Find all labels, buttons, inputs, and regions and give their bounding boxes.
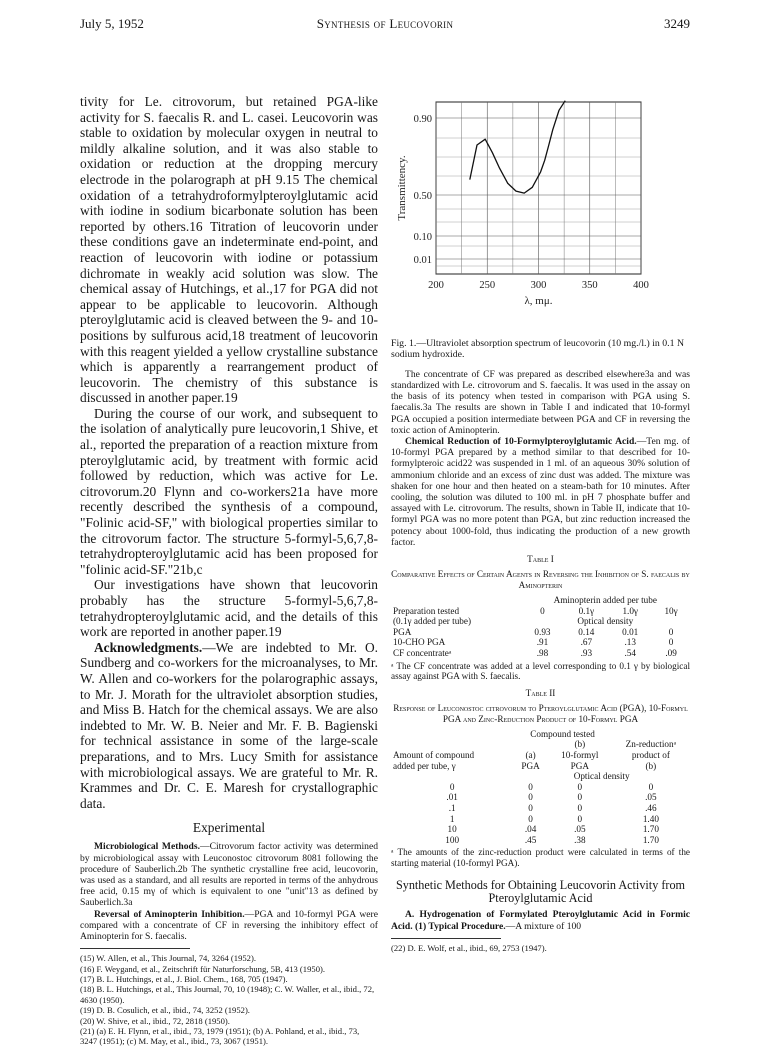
footnote: (17) B. L. Hutchings, et al., J. Biol. Chem., 168, 705 (1947). — [80, 973, 288, 984]
y-tick-label: 0.50 — [413, 191, 432, 202]
x-tick-label: 400 — [633, 280, 649, 291]
footnote: (22) D. E. Wolf, et al., ibid., 69, 2753 (1947). — [391, 942, 547, 953]
table-cell: .67 — [580, 637, 593, 648]
table-cell: 0 — [577, 802, 583, 813]
table-row — [391, 792, 690, 803]
table-cell: 0 — [528, 792, 533, 803]
paragraph — [391, 909, 690, 931]
table-header: (b) — [645, 760, 657, 771]
table-header: (b) — [574, 739, 586, 750]
table-2 — [391, 729, 690, 846]
table-cell: 0 — [577, 781, 583, 792]
footnote: (16) F. Weygand, et al., Zeitschrift für Naturforschung, 5B, 413 (1950). — [80, 963, 325, 974]
table-2-label: Table II — [525, 687, 556, 698]
acknowledgments — [80, 640, 378, 812]
table-header: 1.0γ — [622, 605, 638, 616]
table-header: 0 — [540, 605, 545, 616]
table-header — [612, 729, 690, 740]
table-cell: .1 — [448, 802, 456, 813]
table-note: ᵃ The amounts of the zinc-reduction product were calculated in terms of the starting material (10-formyl PGA). — [391, 847, 690, 868]
paragraph-text: —Ten mg. of 10-formyl PGA prepared by a method similar to that described for 10-formylpteroic acid22 was suspended in 1 ml. of an aqueous 30% solution of ammonium chloride and an excess of zinc dust was added. The mixture was shaken for one hour and then heated on a steam-bath for 10 minutes. After cooling, the solution was diluted to 100 ml. in pH 7 phosphate buffer and assayed with Le. citrovorum. The results, shown in Table II, indicate that 10-formyl PGA was no more potent than PGA, but zinc reduction increased the potency about 1000-fold, thus indicating the production of a new growth factor. — [391, 436, 690, 548]
header-date: July 5, 1952 — [80, 16, 144, 31]
table-row — [391, 782, 690, 793]
table-cell: .45 — [524, 834, 537, 845]
table-cell: 0 — [668, 626, 674, 637]
paragraph-text: —A mixture of 100 — [505, 920, 582, 932]
table-cell: 0.01 — [622, 626, 639, 637]
table-header: product of — [631, 750, 670, 760]
table-cell: .09 — [665, 648, 677, 659]
right-column — [391, 94, 690, 953]
table-cell: .05 — [574, 824, 586, 835]
table-header — [513, 739, 548, 750]
footnote-rule — [391, 938, 501, 939]
uv-spectrum-chart — [391, 94, 690, 336]
paragraph-text: —Citrovorum factor activity was determined by microbiological assay with Leuconostoc citrovorum 8081 following the procedure of Sauberlich.2b The synthetic crystalline free acid, leucovorin, was used as a standard, and all results are reported in terms of the anhydrous free acid, 0.15 mγ of which is equivalent to one "unit"13 as defined by Sauberlich.3a — [80, 841, 378, 909]
table-cell: CF concentrateᵃ — [393, 648, 452, 659]
table-2-title: Response of Leuconostoc citrovorum to Pteroylglutamic Acid (PGA), 10-Formyl PGA and Zinc-Reduction Product of 10-Formyl PGA — [393, 702, 688, 724]
paragraph: The concentrate of CF was prepared as described elsewhere3a and was standardized with Le. citrovorum and S. faecalis. It was used in the assay on the basis of its potency when tested in comparison with PGA using S. faecalis.3a The results are shown in Table I and indicated that 10-formyl PGA occupied a position intermediate between PGA and CF in reversing the toxic action of Aminopterin. — [391, 368, 690, 436]
table-cell: 0 — [528, 813, 533, 824]
table-cell: .13 — [624, 637, 636, 648]
table-cell: 0 — [528, 802, 533, 813]
footnote: (15) W. Allen, et al., This Journal, 74, 3264 (1952). — [80, 953, 256, 964]
paragraph — [80, 909, 378, 943]
subheading: Chemical Reduction of 10-Formylpteroylglutamic Acid. — [405, 436, 637, 448]
table-header: Optical density — [573, 771, 630, 782]
subheading: A. Hydrogenation of Formylated Pteroylglutamic Acid in Formic Acid. (1) Typical Procedure. — [391, 909, 690, 932]
footnote-rule — [80, 948, 190, 949]
table-cell: 0 — [577, 813, 583, 824]
table-cell: .91 — [536, 637, 549, 648]
y-tick-label: 0.10 — [413, 232, 432, 243]
table-row — [391, 637, 690, 648]
table-cell: 100 — [445, 834, 460, 845]
table-cell: 1.70 — [642, 834, 659, 845]
footnote: (20) W. Shive, et al., ibid., 72, 2818 (1950). — [80, 1015, 230, 1026]
section-heading: Synthetic Methods for Obtaining Leucovorin Activity from Pteroylglutamic Acid — [395, 877, 686, 905]
paragraph: During the course of our work, and subsequent to the isolation of analytically pure leucovorin,1 Shive, et al., reported the preparation of a reaction mixture from pteroylglutamic acid, by treatment with formic acid followed by reduction, which was active for Le. citrovorum.20 Flynn and co-workers21a have more recently described the synthesis of a compound, "Folinic acid-SF," with biological properties similar to the citrovorum factor. The structure 5-formyl-5,6,7,8-tetrahydropteroylglutamic acid has been proposed for "folinic acid-SF."21b,c — [80, 405, 378, 577]
paragraph — [391, 436, 690, 548]
table-header: (a) — [525, 750, 536, 760]
table-row — [391, 835, 690, 846]
paragraph: tivity for Le. citrovorum, but retained PGA-like activity for S. faecalis R. and L. casei. Leucovorin was stable to oxidation by molecular oxygen in neutral to mildly alkaline solution, and it was also stable to oxidation or reduction at the dropping mercury electrode in the polarograph at pH 9.15 The chemical oxidation of a tetrahydroformylpteroylglutamic acid with iodine in sodium bicarbonate solution has been reported by others.16 Titration of leucovorin under these conditions gave an indeterminate end-point, and reaction of leucovorin with iodine or potassium dichromate in weakly acid solution was slow. The chemical assay of Hutchings, et al.,17 for PGA did not appear to be applicable to leucovorin. Although pteroylglutamic acid is cleaved between the 9- and 10-positions by sulfurous acid,18 treatment of leucovorin with this reagent yielded a yellow crystalline substance which is apparently a rearrangement product of leucovorin. The chemistry of this substance is discussed in another paper.19 — [80, 94, 378, 406]
page-number: 3249 — [664, 16, 690, 31]
figure-1 — [391, 94, 690, 336]
table-cell: .54 — [624, 648, 636, 659]
table-cell: .01 — [446, 792, 458, 803]
x-tick-label: 350 — [581, 280, 598, 291]
paragraph: Our investigations have shown that leucovorin probably has the structure 5-formyl-5,6,7,8-tetrahydropteroylglutamic acid, and the details of this work are reported in another paper.19 — [80, 577, 378, 640]
table-row — [391, 627, 690, 638]
footnote: (21) (a) E. H. Flynn, et al., ibid., 73, 1979 (1951); (b) A. Pohland, et al., ibid., 73, 3247 (1951); (c) M. May, et al., ibid., 73, 3067 (1951). — [80, 1025, 360, 1047]
table-1-label: Table I — [527, 554, 554, 565]
table-header: 0.1γ — [578, 605, 595, 616]
figure-caption: Fig. 1.—Ultraviolet absorption spectrum of leucovorin (10 mg./l.) in 0.1 N sodium hydroxide. — [391, 338, 685, 361]
ack-text: —We are indebted to Mr. O. Sundberg and co-workers for the microanalyses, to Mr. W. Allen and co-workers for the polarographic assays, to Mr. J. Morath for the ultraviolet absorption studies, and Miss B. Hatch for the chemical assays. We are also indebted to Mr. W. B. Neier and Mr. F. B. Bagienski for technical assistance in some of the large-scale preparations, and to Mrs. Lucy Smith for assistance with microbiological assays. We are grateful to Mr. R. Krammes and Dr. C. E. Maresh for crystallographic data. — [80, 639, 378, 811]
table-header: PGA — [570, 760, 589, 771]
table-header: Optical density — [577, 616, 634, 627]
table-cell: 10 — [447, 824, 457, 835]
table-note: ᵃ The CF concentrate was added at a level corresponding to 0.1 γ by biological assay against PGA with S. faecalis. — [391, 660, 690, 682]
table-header — [391, 739, 513, 750]
table-cell: 0 — [668, 637, 674, 648]
table-header: (0.1γ added per tube) — [393, 616, 472, 627]
ack-heading: Acknowledgments. — [94, 639, 203, 655]
footnote: (19) D. B. Cosulich, et al., ibid., 74, 3252 (1952). — [80, 1005, 250, 1016]
table-cell: 0.93 — [534, 626, 551, 637]
table-header: 10-formyl — [561, 750, 599, 760]
y-tick-label: 0.01 — [413, 255, 432, 266]
spectrum-line — [470, 101, 565, 193]
table-header: Aminopterin added per tube — [553, 595, 657, 606]
table-cell: 1.40 — [642, 813, 659, 824]
table-header: PGA — [521, 760, 540, 771]
x-axis-label: λ, mμ. — [524, 295, 553, 307]
table-header: Compound tested — [530, 728, 595, 739]
header-title: Synthesis of Leucovorin — [316, 16, 454, 31]
table-header — [391, 771, 513, 782]
x-tick-label: 300 — [530, 280, 547, 291]
table-header: Preparation tested — [393, 605, 460, 616]
running-header — [80, 16, 690, 36]
table-header — [391, 595, 521, 606]
table-cell: .46 — [645, 802, 657, 813]
table-cell: PGA — [393, 626, 412, 637]
table-cell: .98 — [536, 648, 549, 659]
table-cell: .05 — [645, 792, 657, 803]
table-header: added per tube, γ — [393, 760, 456, 771]
table-row — [391, 814, 690, 825]
table-cell: 10-CHO PGA — [393, 637, 446, 648]
table-cell: .93 — [580, 648, 593, 659]
table-1-title: Comparative Effects of Certain Agents in Reversing the Inhibition of S. faecalis by Aminopterin — [391, 569, 690, 591]
y-tick-label: 0.90 — [413, 114, 432, 125]
table-header — [391, 729, 513, 740]
table-cell: 0.14 — [578, 626, 595, 637]
x-tick-label: 200 — [428, 280, 444, 291]
footnote: (18) B. L. Hutchings, et al., This Journal, 70, 10 (1948); C. W. Waller, et al., ibid., 72, 4630 (1950). — [80, 984, 375, 1005]
paragraph-text: —PGA and 10-formyl PGA were compared with a concentrate of CF in reversing the inhibitory effect of Aminopterin for S. faecalis. — [80, 908, 378, 942]
left-column — [80, 94, 378, 1047]
table-header: 10γ — [664, 605, 678, 616]
table-row — [391, 803, 690, 814]
table-cell: 1 — [449, 813, 455, 824]
y-axis-label: Transmittency. — [396, 155, 408, 221]
table-cell: .38 — [574, 834, 586, 845]
table-cell: 0 — [449, 781, 455, 792]
table-cell: 0 — [528, 781, 533, 792]
table-cell: 1.70 — [642, 824, 659, 835]
table-row — [391, 648, 690, 659]
footnotes — [80, 953, 378, 1047]
subheading: Reversal of Aminopterin Inhibition. — [94, 908, 245, 920]
table-header: Zn-reductionᵃ — [625, 739, 677, 750]
subheading: Microbiological Methods. — [94, 841, 201, 853]
table-header: Amount of compound — [393, 750, 475, 760]
x-tick-label: 250 — [479, 280, 496, 291]
table-row — [391, 824, 690, 835]
table-cell: .04 — [524, 824, 537, 835]
section-title: Experimental — [192, 820, 266, 836]
table-cell: 0 — [577, 792, 583, 803]
paragraph — [80, 841, 378, 908]
table-1 — [391, 595, 690, 659]
table-cell: 0 — [648, 781, 654, 792]
